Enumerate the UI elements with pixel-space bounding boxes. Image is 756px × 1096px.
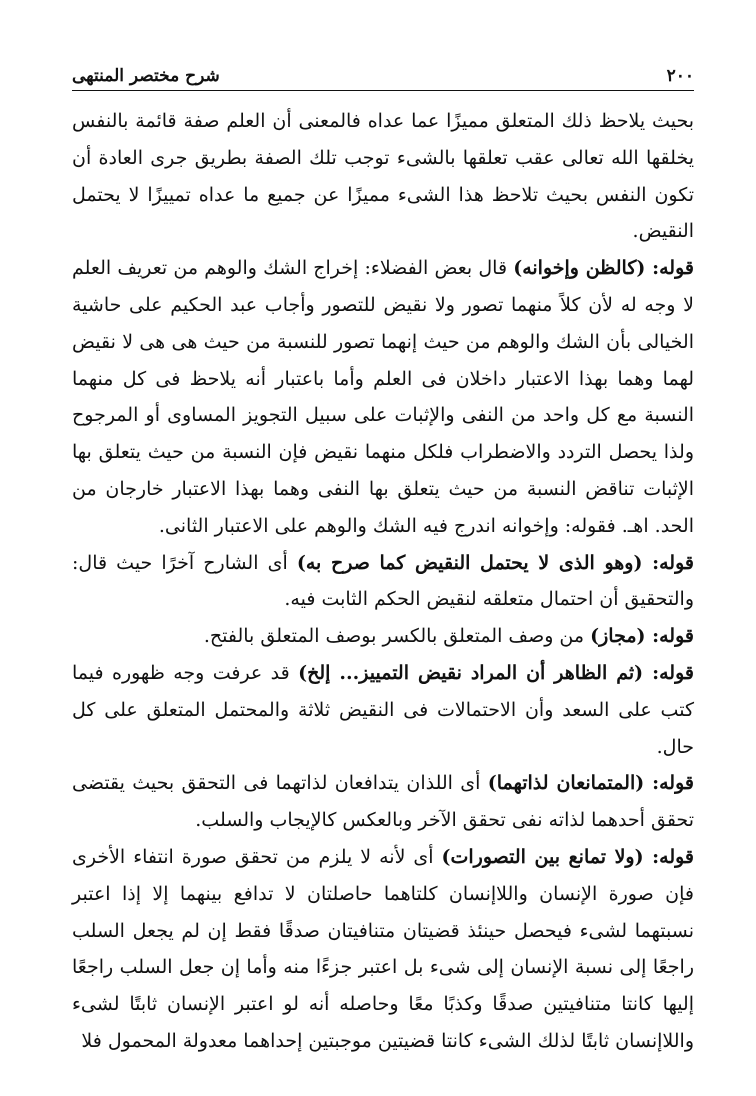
paragraph [72, 655, 694, 765]
book-page [72, 58, 694, 1068]
paragraph-lead: قوله: (ثم الظاهر أن المراد نقيض التمييز... إلخ) [298, 661, 694, 684]
paragraph [72, 618, 694, 655]
paragraph-lead: قوله: (كالظن وإخوانه) [513, 257, 694, 280]
paragraph-text: قد عرفت وجه ظهوره فيما كتب على السعد وأن الاحتمالات فى النقيض ثلاثة والمحتمل المتعلق على كل حال. [72, 661, 694, 758]
paragraph-lead: قوله: (وهو الذى لا يحتمل النقيض كما صرح به) [296, 551, 694, 574]
paragraph-lead: قوله: (ولا تمانع بين التصورات) [441, 845, 695, 868]
running-title: شرح مختصر المنتهى [72, 66, 220, 86]
paragraph-lead: قوله: (المتمانعان لذاتهما) [487, 772, 694, 795]
page-header [72, 58, 694, 86]
paragraph [72, 545, 694, 619]
paragraph-text: أى الشارح آخرًا حيث قال: والتحقيق أن احتمال متعلقه لنقيض الحكم الثابت فيه. [72, 551, 694, 611]
paragraph-text: من وصف المتعلق بالكسر بوصف المتعلق بالفتح. [203, 625, 591, 648]
header-rule [72, 90, 694, 91]
paragraph-lead: قوله: (مجاز) [590, 625, 694, 648]
paragraph [72, 250, 694, 544]
paragraph-text: بحيث يلاحظ ذلك المتعلق مميزًا عما عداه فالمعنى أن العلم صفة قائمة بالنفس يخلقها الله تعالى عقب تعلقها بالشىء توجب تلك الصفة بطريق جرى العادة أن تكون النفس بحيث تلاحظ هذا الشىء مميزًا عن جميع ما عداه تمييزًا لا يحتمل النقيض. [72, 110, 694, 243]
page-body [72, 103, 694, 1060]
paragraph [72, 839, 694, 1060]
paragraph [72, 765, 694, 839]
paragraph-text: أى لأنه لا يلزم من تحقق صورة انتفاء الأخرى فإن صورة الإنسان واللاإنسان كلتاهما حاصلتان لا تدافع بينهما إلا إذا اعتبر نسبتهما لشىء فيحصل حينئذ قضيتان متنافيتان صدقًا فقط إن لم يجعل السلب راجعًا إلى نسبة الإنسان إلى شىء بل اعتبر جزءًا منه وأما إن جعل السلب راجعًا إليها كانتا متنافيتين صدقًا وكذبًا معًا وحاصله أنه لو اعتبر الإنسان ثابتًا لشىء واللاإنسان ثابتًا لذلك الشىء كانتا قضيتين موجبتين إحداهما معدولة المحمول فلا [72, 845, 694, 1052]
paragraph [72, 103, 694, 250]
paragraph-text: قال بعض الفضلاء: إخراج الشك والوهم من تعريف العلم لا وجه له لأن كلاً منهما تصور ولا نقيض للتصور وأجاب عبد الحكيم على حاشية الخيالى بأن الشك والوهم من حيث إنهما تصور للنسبة من حيث هى هى لا نقيض لهما وهما بهذا الاعتبار داخلان فى العلم وأما باعتبار أنه يلاحظ فى كل منهما النسبة مع كل واحد من النفى والإثبات على سبيل التجويز المساوى أو المرجوح ولذا يحصل التردد والاضطراب فلكل منهما نقيض فإن النسبة من حيث يتعلق بها الإثبات تناقض النسبة من حيث يتعلق بها النفى وهما بهذا الاعتبار خارجان من الحد. اهـ. فقوله: وإخوانه اندرج فيه الشك والوهم على الاعتبار الثانى. [72, 257, 694, 537]
paragraph-text: أى اللذان يتدافعان لذاتهما فى التحقق بحيث يقتضى تحقق أحدهما لذاته نفى تحقق الآخر وبالعكس كالإيجاب والسلب. [72, 772, 694, 832]
page-number: ٢٠٠ [666, 66, 694, 86]
